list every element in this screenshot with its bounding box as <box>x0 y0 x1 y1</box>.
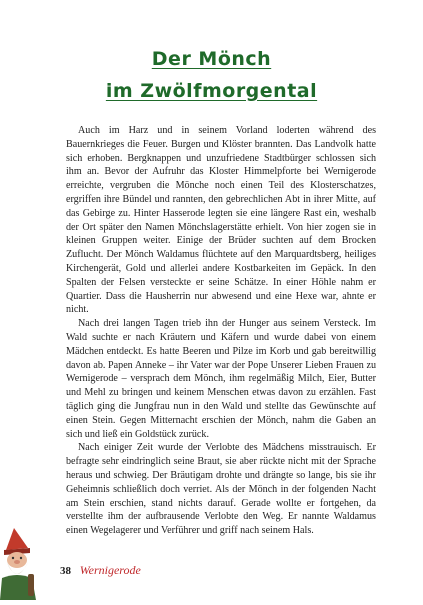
chapter-title <box>0 46 423 104</box>
page-footer <box>60 563 141 578</box>
title-line-1: Der Mönch <box>151 48 272 70</box>
paragraph-1: Auch im Harz und in seinem Vorland loderten während des Bauernkrieges die Feuer. Burgen und Klöster brannten. Das Landvolk hatte sich erhoben. Bergknappen und unzufriedene Stadtbürger schlossen sich ihm an. Bevor der Aufruhr das Kloster Himmelpforte bei Wernigerode erreichte, vergruben die Mönche noch einen Teil des Klosterschatzes, ergriffen ihre Bündel und rannten, den gebrechlichen Abt in ihrer Mitte, auf das Gebirge zu. Hinter Hasserode legten sie eine längere Rast ein, weshalb der Ort später den Namen Mönchslagerstätte erhielt. Von hier zogen sie in kleinen Gruppen weiter. Einige der Brüder suchten auf dem Brocken Zuflucht. Der Mönch Waldamus flüchtete auf den Marquardtsberg, heiliges Kirchengerät, Gold und allerlei andere Kostbarkeiten im Gepäck. In den Spalten der Felsen versteckte er seine Schätze. In einer Höhle nahm er Quartier. Dass die Hausherrin nur abwesend und eine Hexe war, ahnte er nicht. <box>66 125 376 316</box>
footer-city: Wernigerode <box>79 563 141 577</box>
paragraph-3: Nach einiger Zeit wurde der Verlobte des Mädchens misstrauisch. Er befragte sehr eindringlich seine Braut, sie aber rückte nicht mit der Sprache heraus und schwieg. Der Bräutigam drohte und drängte so lange, bis sie ihr Geheimnis schließlich doch verriet. Als der Mönch in der folgenden Nacht am Stein erschien, stand nichts darauf. Gerade wollte er fortgehen, da verstellte ihm der aufbrausende Verlobte den Weg. Er nannte Waldamus einen Wegelagerer und Verführer und griff nach seinem Hals. <box>66 442 376 537</box>
gnome-figure-icon <box>0 528 46 600</box>
page-number: 38 <box>60 565 71 577</box>
paragraph-2: Nach drei langen Tagen trieb ihn der Hunger aus seinem Versteck. Im Wald suchte er nach Kräutern und Käfern und wurde dabei von einem Mädchen entdeckt. Es hatte Beeren und Pilze im Korb und gab bereitwillig davon ab. Papen Anneke – ihr Vater war der Pope Unserer Lieben Frauen zu Wernigerode – versprach dem Mönch, ihm regelmäßig Milch, Eier, Butter und Mehl zu bringen und keinem Menschen etwas davon zu erzählen. Fast täglich ging die Jungfrau nun in den Wald und stellte das Gewünschte auf einen Stein. Gegen Mitternacht erschien der Mönch, nahm die Gaben an sich und ließ ein Goldstück zurück. <box>66 318 376 440</box>
title-line-2: im Zwölfmorgental <box>105 80 318 102</box>
story-body <box>66 124 376 538</box>
